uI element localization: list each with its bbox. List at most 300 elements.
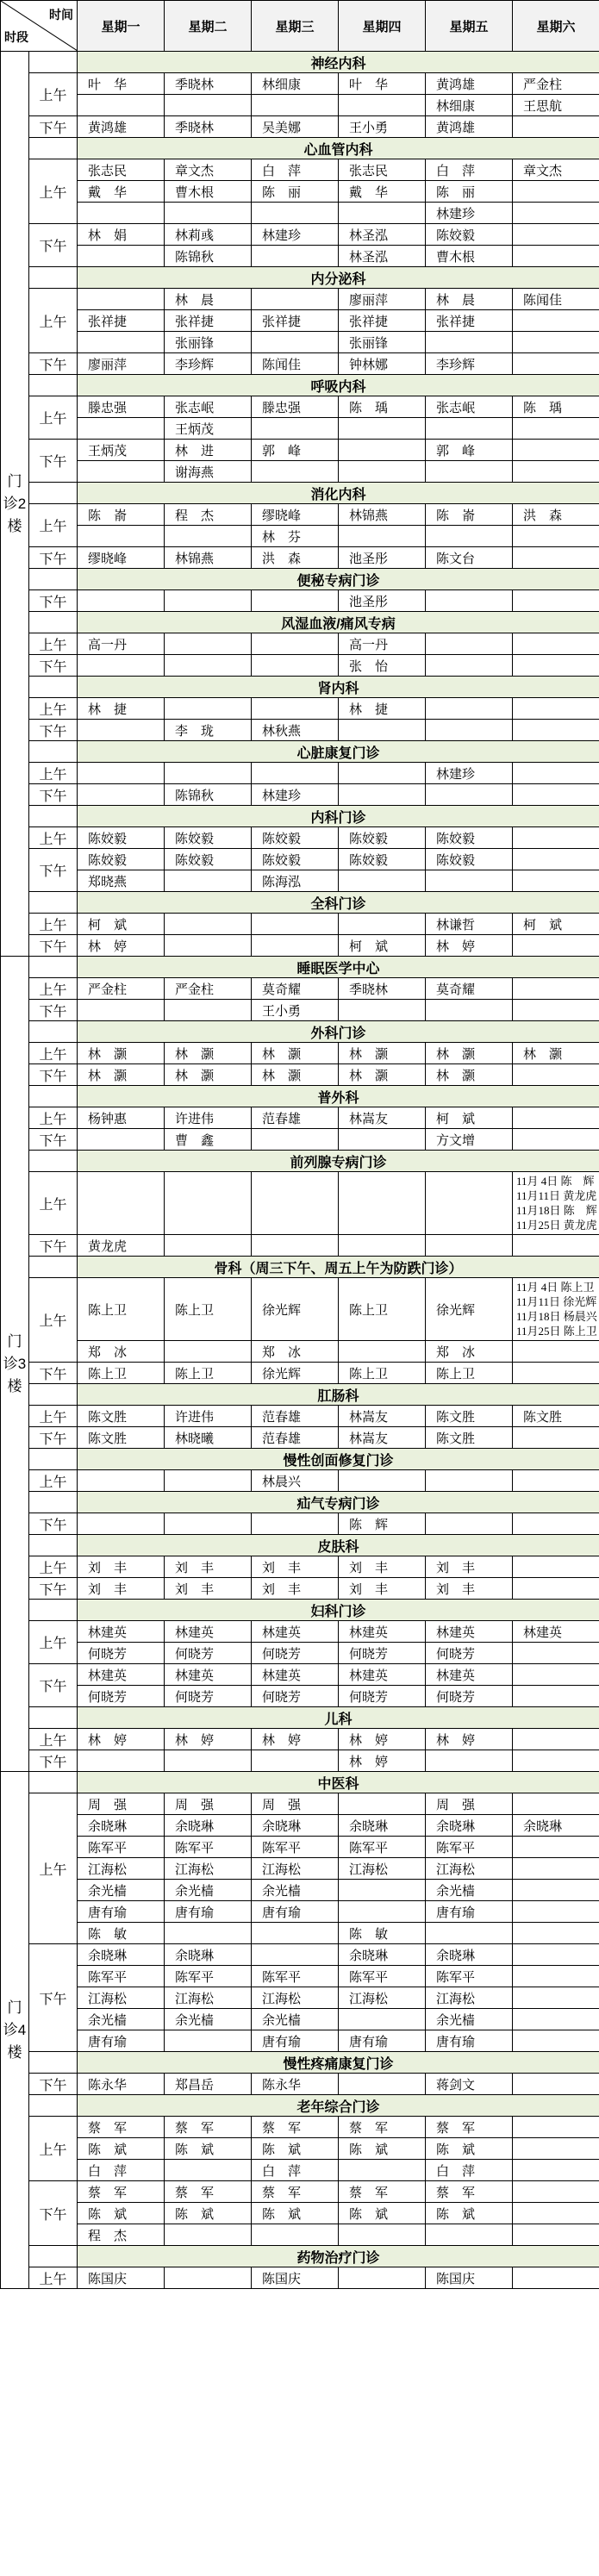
doctor-cell: 余光樯 bbox=[252, 2009, 339, 2030]
doctor-cell: 林建英 bbox=[165, 1664, 252, 1686]
department-title: 中医科 bbox=[78, 1772, 599, 1793]
doctor-cell bbox=[513, 1837, 599, 1858]
period-afternoon: 下午 bbox=[29, 655, 78, 677]
schedule-row bbox=[1, 633, 599, 655]
doctor-cell: 林 灏 bbox=[78, 1064, 165, 1086]
doctor-cell bbox=[426, 332, 513, 353]
schedule-row bbox=[1, 1129, 599, 1151]
schedule-row bbox=[1, 1880, 599, 1901]
doctor-cell: 白 萍 bbox=[426, 2160, 513, 2181]
schedule-row bbox=[1, 1944, 599, 1966]
doctor-cell: 陈姣毅 bbox=[252, 849, 339, 870]
schedule-row bbox=[1, 461, 599, 483]
doctor-cell: 柯 斌 bbox=[339, 935, 426, 957]
dept-spacer bbox=[29, 741, 78, 763]
department-title: 神经内科 bbox=[78, 52, 599, 73]
doctor-cell bbox=[339, 1235, 426, 1257]
doctor-cell: 刘 丰 bbox=[78, 1556, 165, 1578]
schedule-row bbox=[1, 1341, 599, 1363]
doctor-cell: 陈锦秋 bbox=[165, 784, 252, 806]
dept-spacer bbox=[29, 2095, 78, 2117]
doctor-cell bbox=[165, 1470, 252, 1492]
doctor-cell: 林 灏 bbox=[426, 1043, 513, 1064]
floor-label: 门诊2楼 bbox=[1, 52, 29, 957]
department-title: 前列腺专病门诊 bbox=[78, 1151, 599, 1172]
doctor-cell: 刘 丰 bbox=[252, 1578, 339, 1600]
doctor-cell: 洪 森 bbox=[513, 504, 599, 526]
doctor-cell: 黄龙虎 bbox=[78, 1235, 165, 1257]
doctor-cell: 陈国庆 bbox=[252, 2267, 339, 2289]
doctor-cell: 林 婷 bbox=[252, 1729, 339, 1750]
doctor-cell bbox=[513, 1363, 599, 1384]
schedule-row bbox=[1, 2117, 599, 2138]
doctor-cell bbox=[252, 2224, 339, 2246]
doctor-cell: 陈 丽 bbox=[252, 181, 339, 203]
doctor-cell bbox=[513, 1107, 599, 1129]
doctor-cell: 林嵩友 bbox=[339, 1406, 426, 1427]
department-title: 皮肤科 bbox=[78, 1535, 599, 1556]
doctor-cell: 何晓芳 bbox=[252, 1686, 339, 1707]
doctor-cell bbox=[426, 1923, 513, 1944]
doctor-cell bbox=[513, 224, 599, 246]
schedule-row bbox=[1, 935, 599, 957]
doctor-cell bbox=[426, 870, 513, 892]
doctor-cell: 林 娟 bbox=[78, 224, 165, 246]
department-title: 老年综合门诊 bbox=[78, 2095, 599, 2117]
doctor-cell: 陈 斌 bbox=[252, 2203, 339, 2224]
schedule-row bbox=[1, 1427, 599, 1449]
doctor-cell: 林 灏 bbox=[339, 1064, 426, 1086]
doctor-cell bbox=[513, 440, 599, 461]
dept-spacer bbox=[29, 1707, 78, 1729]
department-header-row bbox=[1, 1384, 599, 1406]
doctor-cell: 陈文胜 bbox=[513, 1406, 599, 1427]
schedule-row bbox=[1, 1556, 599, 1578]
doctor-cell: 陈军平 bbox=[252, 1966, 339, 1987]
doctor-cell: 柯 斌 bbox=[513, 914, 599, 935]
dept-spacer bbox=[29, 957, 78, 978]
doctor-cell: 林建珍 bbox=[252, 224, 339, 246]
doctor-cell: 蔡 军 bbox=[426, 2117, 513, 2138]
doctor-cell: 陈文胜 bbox=[426, 1406, 513, 1427]
department-header-row bbox=[1, 1707, 599, 1729]
doctor-cell: 许进伟 bbox=[165, 1107, 252, 1129]
schedule-row bbox=[1, 418, 599, 440]
doctor-cell bbox=[339, 1129, 426, 1151]
doctor-cell bbox=[339, 870, 426, 892]
doctor-cell: 缪晓峰 bbox=[252, 504, 339, 526]
schedule-row bbox=[1, 1578, 599, 1600]
period-morning: 上午 bbox=[29, 1793, 78, 1944]
doctor-cell: 蔡 军 bbox=[252, 2181, 339, 2203]
doctor-cell: 陈上卫 bbox=[339, 1363, 426, 1384]
doctor-cell bbox=[252, 1129, 339, 1151]
doctor-cell: 林 灏 bbox=[78, 1043, 165, 1064]
doctor-cell bbox=[426, 1513, 513, 1535]
department-header-row bbox=[1, 612, 599, 633]
department-title: 普外科 bbox=[78, 1086, 599, 1107]
department-header-row bbox=[1, 677, 599, 698]
doctor-cell bbox=[513, 1901, 599, 1923]
doctor-cell bbox=[165, 203, 252, 224]
doctor-cell: 滕忠强 bbox=[78, 396, 165, 418]
period-morning: 上午 bbox=[29, 1729, 78, 1750]
schedule-row bbox=[1, 95, 599, 116]
doctor-cell: 林 灏 bbox=[165, 1064, 252, 1086]
doctor-cell bbox=[339, 1341, 426, 1363]
doctor-cell: 张祥捷 bbox=[165, 310, 252, 332]
doctor-cell: 周 强 bbox=[426, 1793, 513, 1815]
doctor-cell: 陈姣毅 bbox=[78, 827, 165, 849]
doctor-cell bbox=[78, 526, 165, 547]
doctor-cell: 陈 斌 bbox=[426, 2138, 513, 2160]
doctor-cell bbox=[252, 418, 339, 440]
period-afternoon: 下午 bbox=[29, 1664, 78, 1707]
department-title: 心血管内科 bbox=[78, 138, 599, 159]
doctor-cell: 林建英 bbox=[165, 1621, 252, 1643]
schedule-row bbox=[1, 784, 599, 806]
doctor-cell: 张志民 bbox=[339, 159, 426, 181]
schedule-row bbox=[1, 698, 599, 720]
department-header-row bbox=[1, 1086, 599, 1107]
period-afternoon: 下午 bbox=[29, 116, 78, 138]
doctor-cell: 蔡 军 bbox=[339, 2117, 426, 2138]
doctor-cell: 江海松 bbox=[78, 1858, 165, 1880]
doctor-cell: 林 捷 bbox=[78, 698, 165, 720]
doctor-cell bbox=[426, 698, 513, 720]
period-afternoon: 下午 bbox=[29, 590, 78, 612]
doctor-cell: 方文增 bbox=[426, 1129, 513, 1151]
doctor-cell: 池圣彤 bbox=[339, 547, 426, 569]
doctor-cell: 陈 嵛 bbox=[426, 504, 513, 526]
period-morning: 上午 bbox=[29, 1406, 78, 1427]
dept-spacer bbox=[29, 2246, 78, 2267]
doctor-cell bbox=[78, 1172, 165, 1235]
period-morning: 上午 bbox=[29, 159, 78, 224]
schedule-row bbox=[1, 73, 599, 95]
department-header-row bbox=[1, 2246, 599, 2267]
doctor-cell bbox=[165, 698, 252, 720]
doctor-cell: 陈国庆 bbox=[426, 2267, 513, 2289]
period-afternoon: 下午 bbox=[29, 784, 78, 806]
period-afternoon: 下午 bbox=[29, 1427, 78, 1449]
doctor-cell: 季晓林 bbox=[339, 978, 426, 1000]
dept-spacer bbox=[29, 677, 78, 698]
dept-spacer bbox=[29, 1449, 78, 1470]
doctor-cell: 洪 森 bbox=[252, 547, 339, 569]
doctor-cell bbox=[165, 1172, 252, 1235]
doctor-cell: 徐光辉 bbox=[252, 1278, 339, 1341]
schedule-row bbox=[1, 1235, 599, 1257]
schedule-row bbox=[1, 547, 599, 569]
doctor-cell: 陈 敏 bbox=[339, 1923, 426, 1944]
day-header-fri: 星期五 bbox=[426, 1, 513, 52]
period-label: 时段 bbox=[4, 32, 28, 45]
doctor-cell: 林细康 bbox=[252, 73, 339, 95]
doctor-cell: 郑昌岳 bbox=[165, 2074, 252, 2095]
doctor-cell: 郑 冰 bbox=[426, 1341, 513, 1363]
doctor-cell: 陈上卫 bbox=[78, 1278, 165, 1341]
schedule-row bbox=[1, 1793, 599, 1815]
doctor-cell bbox=[78, 590, 165, 612]
doctor-cell bbox=[78, 1513, 165, 1535]
doctor-cell bbox=[78, 784, 165, 806]
doctor-cell: 周 强 bbox=[78, 1793, 165, 1815]
dept-spacer bbox=[29, 2052, 78, 2074]
doctor-cell: 莫奇耀 bbox=[426, 978, 513, 1000]
doctor-cell: 何晓芳 bbox=[339, 1643, 426, 1664]
doctor-cell: 刘 丰 bbox=[339, 1578, 426, 1600]
doctor-cell: 叶 华 bbox=[78, 73, 165, 95]
doctor-cell: 徐光辉 bbox=[252, 1363, 339, 1384]
doctor-cell bbox=[513, 1987, 599, 2009]
doctor-cell: 余光樯 bbox=[426, 2009, 513, 2030]
doctor-cell bbox=[339, 2160, 426, 2181]
doctor-cell bbox=[339, 2224, 426, 2246]
doctor-cell bbox=[78, 1000, 165, 1021]
doctor-cell: 曹木根 bbox=[165, 181, 252, 203]
doctor-cell: 林 婷 bbox=[339, 1750, 426, 1772]
doctor-cell bbox=[165, 1513, 252, 1535]
doctor-cell: 周 强 bbox=[252, 1793, 339, 1815]
doctor-cell: 林圣泓 bbox=[339, 246, 426, 267]
dept-spacer bbox=[29, 1492, 78, 1513]
schedule-row bbox=[1, 1987, 599, 2009]
doctor-cell bbox=[513, 418, 599, 440]
doctor-cell: 林 灏 bbox=[165, 1043, 252, 1064]
doctor-cell bbox=[78, 655, 165, 677]
doctor-cell: 陈军平 bbox=[78, 1966, 165, 1987]
doctor-cell bbox=[513, 720, 599, 741]
doctor-cell bbox=[426, 633, 513, 655]
period-afternoon: 下午 bbox=[29, 1578, 78, 1600]
doctor-cell: 余晓琳 bbox=[426, 1815, 513, 1837]
doctor-cell: 林建珍 bbox=[426, 763, 513, 784]
doctor-cell bbox=[513, 2224, 599, 2246]
doctor-cell: 蔡 军 bbox=[252, 2117, 339, 2138]
doctor-cell bbox=[252, 763, 339, 784]
period-morning: 上午 bbox=[29, 2267, 78, 2289]
doctor-cell: 陈 斌 bbox=[78, 2203, 165, 2224]
department-header-row bbox=[1, 1772, 599, 1793]
doctor-cell bbox=[513, 2138, 599, 2160]
doctor-cell: 陈 瑀 bbox=[339, 396, 426, 418]
period-morning: 上午 bbox=[29, 1172, 78, 1235]
doctor-cell: 陈国庆 bbox=[78, 2267, 165, 2289]
doctor-cell: 陈闻佳 bbox=[252, 353, 339, 375]
doctor-cell: 林建珍 bbox=[426, 203, 513, 224]
doctor-cell: 吴美娜 bbox=[252, 116, 339, 138]
schedule-row bbox=[1, 1278, 599, 1341]
doctor-cell bbox=[165, 1000, 252, 1021]
doctor-cell bbox=[513, 1729, 599, 1750]
doctor-cell bbox=[513, 2117, 599, 2138]
period-afternoon: 下午 bbox=[29, 720, 78, 741]
doctor-cell: 白 萍 bbox=[252, 159, 339, 181]
doctor-cell: 江海松 bbox=[252, 1858, 339, 1880]
doctor-cell: 陈 斌 bbox=[426, 2203, 513, 2224]
doctor-cell bbox=[339, 1901, 426, 1923]
doctor-cell: 余光樯 bbox=[78, 1880, 165, 1901]
schedule-row bbox=[1, 2181, 599, 2203]
doctor-cell: 郭 峰 bbox=[252, 440, 339, 461]
doctor-cell bbox=[513, 827, 599, 849]
doctor-cell: 唐有瑜 bbox=[426, 2030, 513, 2052]
doctor-cell: 刘 丰 bbox=[78, 1578, 165, 1600]
doctor-cell: 陈文台 bbox=[426, 547, 513, 569]
doctor-cell: 张志岷 bbox=[426, 396, 513, 418]
doctor-cell: 张 怡 bbox=[339, 655, 426, 677]
schedule-row bbox=[1, 1643, 599, 1664]
doctor-cell: 林嵩友 bbox=[339, 1427, 426, 1449]
doctor-cell: 郑 冰 bbox=[78, 1341, 165, 1363]
schedule-row bbox=[1, 310, 599, 332]
doctor-cell: 林建英 bbox=[78, 1621, 165, 1643]
doctor-cell: 陈 斌 bbox=[252, 2138, 339, 2160]
schedule-row bbox=[1, 181, 599, 203]
department-title: 心脏康复门诊 bbox=[78, 741, 599, 763]
doctor-cell: 蔡 军 bbox=[78, 2117, 165, 2138]
doctor-cell bbox=[513, 1427, 599, 1449]
doctor-cell: 蒋剑文 bbox=[426, 2074, 513, 2095]
doctor-cell: 余晓琳 bbox=[165, 1815, 252, 1837]
doctor-cell bbox=[513, 784, 599, 806]
schedule-row bbox=[1, 2267, 599, 2289]
doctor-cell bbox=[339, 1172, 426, 1235]
doctor-cell bbox=[339, 2009, 426, 2030]
doctor-cell bbox=[513, 763, 599, 784]
doctor-cell: 林 晨 bbox=[426, 289, 513, 310]
period-afternoon: 下午 bbox=[29, 1235, 78, 1257]
doctor-cell bbox=[513, 1686, 599, 1707]
period-afternoon: 下午 bbox=[29, 2074, 78, 2095]
doctor-cell bbox=[513, 978, 599, 1000]
doctor-cell: 范春雄 bbox=[252, 1427, 339, 1449]
doctor-cell bbox=[513, 547, 599, 569]
doctor-cell: 陈姣毅 bbox=[165, 849, 252, 870]
department-header-row bbox=[1, 52, 599, 73]
doctor-cell: 范春雄 bbox=[252, 1406, 339, 1427]
schedule-row bbox=[1, 1837, 599, 1858]
department-title: 妇科门诊 bbox=[78, 1600, 599, 1621]
doctor-cell bbox=[426, 1750, 513, 1772]
period-morning: 上午 bbox=[29, 978, 78, 1000]
day-header-thu: 星期四 bbox=[339, 1, 426, 52]
doctor-cell: 江海松 bbox=[426, 1987, 513, 2009]
doctor-cell bbox=[165, 2160, 252, 2181]
doctor-cell bbox=[252, 590, 339, 612]
doctor-cell bbox=[252, 1513, 339, 1535]
department-header-row bbox=[1, 1535, 599, 1556]
doctor-cell: 林 灏 bbox=[513, 1043, 599, 1064]
doctor-cell: 陈军平 bbox=[339, 1966, 426, 1987]
doctor-cell bbox=[426, 655, 513, 677]
doctor-cell: 莫奇耀 bbox=[252, 978, 339, 1000]
doctor-cell: 林建英 bbox=[426, 1621, 513, 1643]
doctor-cell bbox=[513, 1643, 599, 1664]
doctor-cell bbox=[513, 849, 599, 870]
department-title: 便秘专病门诊 bbox=[78, 569, 599, 590]
doctor-cell: 郭 峰 bbox=[426, 440, 513, 461]
doctor-cell bbox=[165, 2030, 252, 2052]
doctor-cell: 陈姣毅 bbox=[426, 849, 513, 870]
schedule-row bbox=[1, 246, 599, 267]
doctor-cell: 唐有瑜 bbox=[165, 1901, 252, 1923]
period-morning: 上午 bbox=[29, 504, 78, 547]
doctor-cell: 林建英 bbox=[252, 1664, 339, 1686]
schedule-row bbox=[1, 1363, 599, 1384]
department-title: 风湿血液/痛风专病 bbox=[78, 612, 599, 633]
doctor-cell: 林 婷 bbox=[339, 1729, 426, 1750]
schedule-row bbox=[1, 1858, 599, 1880]
doctor-cell bbox=[78, 720, 165, 741]
doctor-cell bbox=[513, 461, 599, 483]
doctor-cell: 江海松 bbox=[252, 1987, 339, 2009]
doctor-cell: 林建英 bbox=[426, 1664, 513, 1686]
period-afternoon: 下午 bbox=[29, 1000, 78, 1021]
doctor-cell bbox=[513, 332, 599, 353]
doctor-cell bbox=[339, 95, 426, 116]
period-morning: 上午 bbox=[29, 2117, 78, 2181]
department-header-row bbox=[1, 2052, 599, 2074]
doctor-cell: 曹 鑫 bbox=[165, 1129, 252, 1151]
doctor-cell: 刘 丰 bbox=[426, 1578, 513, 1600]
period-afternoon: 下午 bbox=[29, 849, 78, 892]
department-title: 内科门诊 bbox=[78, 806, 599, 827]
doctor-cell: 章文杰 bbox=[513, 159, 599, 181]
schedule-row bbox=[1, 1513, 599, 1535]
period-morning: 上午 bbox=[29, 1470, 78, 1492]
doctor-cell: 郑 冰 bbox=[252, 1341, 339, 1363]
doctor-cell bbox=[513, 2074, 599, 2095]
department-header-row bbox=[1, 569, 599, 590]
doctor-cell bbox=[252, 935, 339, 957]
day-header-mon: 星期一 bbox=[78, 1, 165, 52]
doctor-cell bbox=[252, 95, 339, 116]
doctor-cell: 张志岷 bbox=[165, 396, 252, 418]
department-title: 骨科（周三下午、周五上午为防跌门诊） bbox=[78, 1257, 599, 1278]
doctor-cell: 徐光辉 bbox=[426, 1278, 513, 1341]
doctor-cell bbox=[513, 116, 599, 138]
period-morning: 上午 bbox=[29, 1621, 78, 1664]
doctor-cell bbox=[513, 1966, 599, 1987]
header-row bbox=[1, 1, 599, 52]
period-afternoon: 下午 bbox=[29, 547, 78, 569]
doctor-cell: 陈文胜 bbox=[78, 1406, 165, 1427]
department-title: 药物治疗门诊 bbox=[78, 2246, 599, 2267]
time-label: 时间 bbox=[49, 9, 73, 22]
doctor-cell: 白 萍 bbox=[78, 2160, 165, 2181]
doctor-cell bbox=[339, 526, 426, 547]
doctor-cell: 陈闻佳 bbox=[513, 289, 599, 310]
doctor-cell: 陈姣毅 bbox=[165, 827, 252, 849]
doctor-cell bbox=[426, 1470, 513, 1492]
doctor-cell: 张志民 bbox=[78, 159, 165, 181]
doctor-cell bbox=[78, 95, 165, 116]
dept-spacer bbox=[29, 1535, 78, 1556]
doctor-cell: 林建英 bbox=[78, 1664, 165, 1686]
doctor-cell bbox=[252, 1235, 339, 1257]
doctor-cell: 陈 斌 bbox=[339, 2138, 426, 2160]
doctor-cell bbox=[252, 332, 339, 353]
doctor-cell: 余光樯 bbox=[165, 2009, 252, 2030]
schedule-row bbox=[1, 849, 599, 870]
schedule-row bbox=[1, 289, 599, 310]
doctor-cell: 刘 丰 bbox=[426, 1556, 513, 1578]
doctor-cell: 林谦哲 bbox=[426, 914, 513, 935]
period-afternoon: 下午 bbox=[29, 935, 78, 957]
doctor-cell: 江海松 bbox=[78, 1987, 165, 2009]
